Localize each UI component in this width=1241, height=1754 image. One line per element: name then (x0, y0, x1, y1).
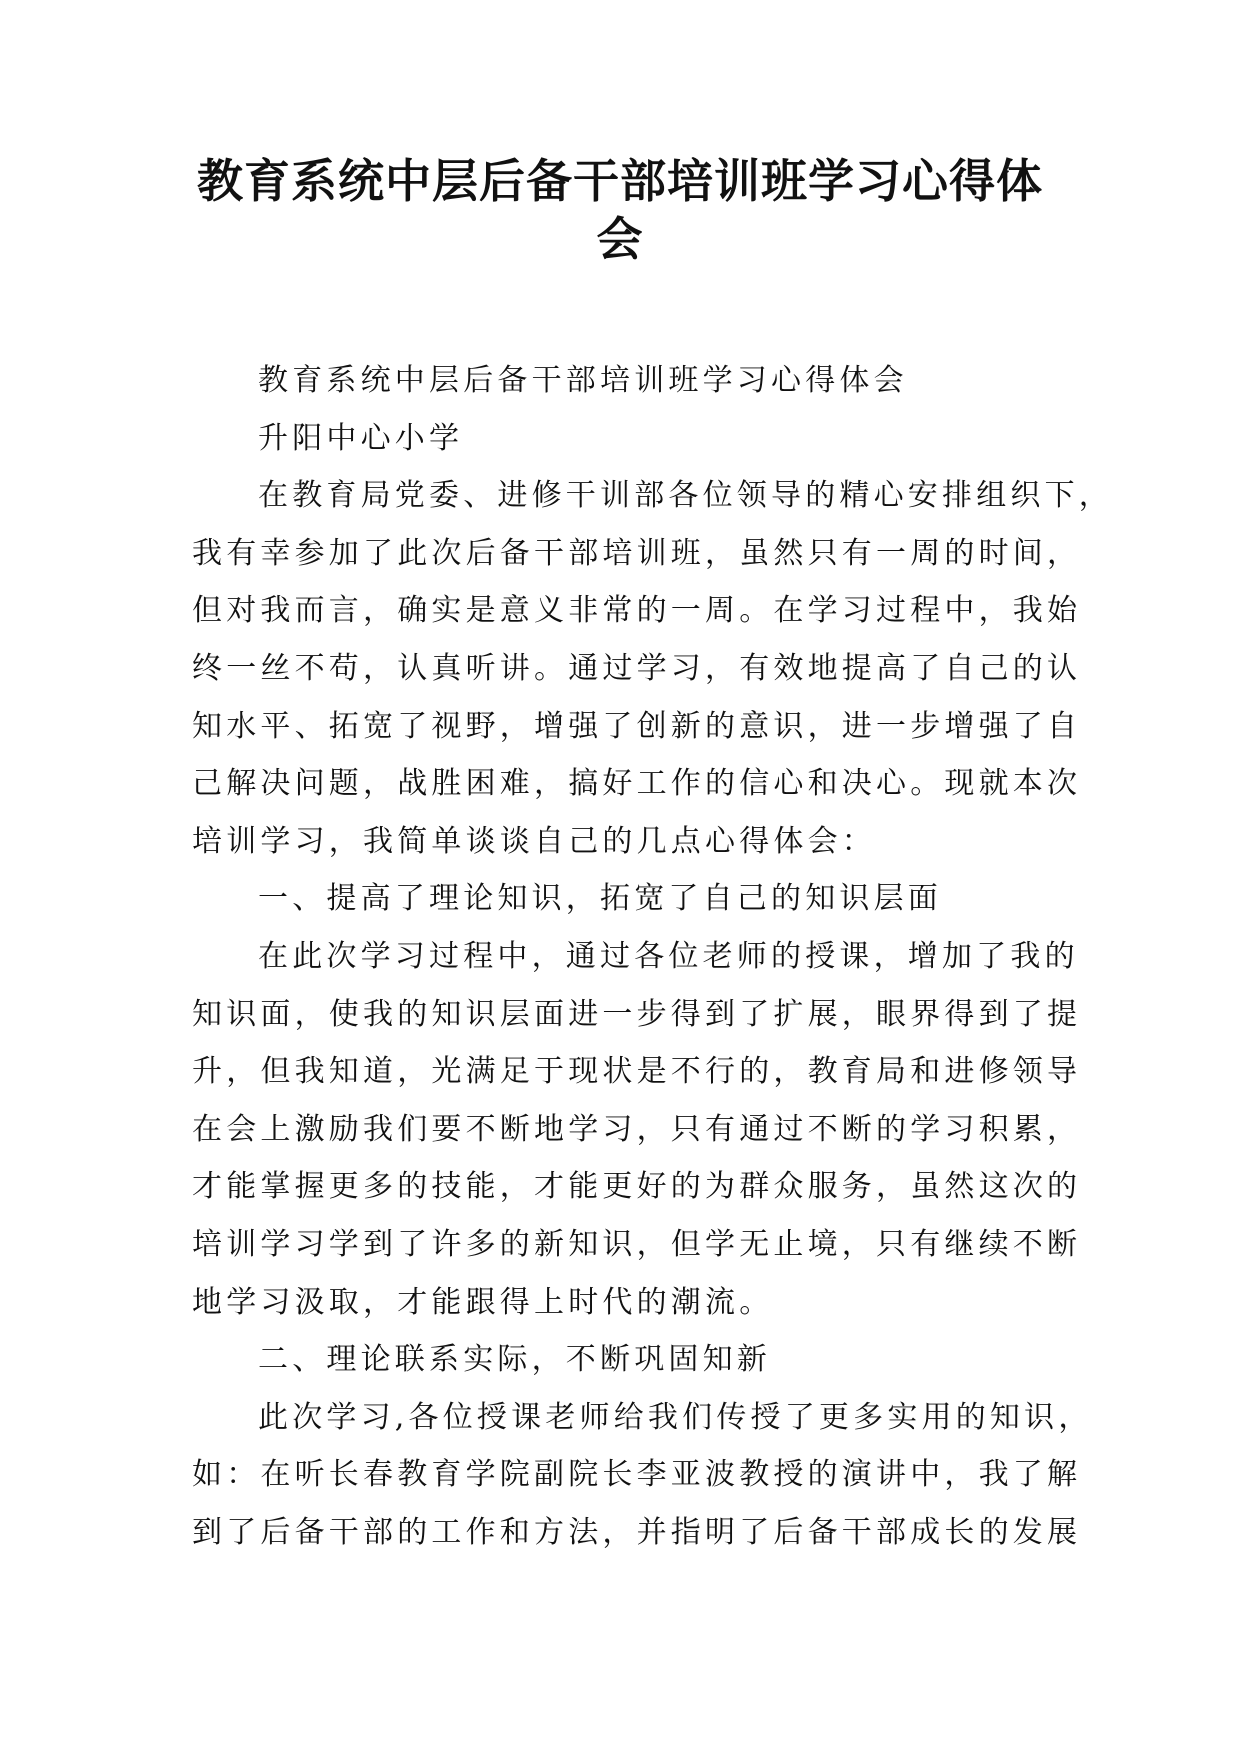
paragraph-line: 升，但我知道，光满足于现状是不行的，教育局和进修领导 (192, 1054, 1082, 1090)
paragraph-line: 知识面，使我的知识层面进一步得到了扩展，眼界得到了提 (192, 996, 1082, 1032)
paragraph-line: 到了后备干部的工作和方法，并指明了后备干部成长的发展 (192, 1514, 1082, 1550)
paragraph-start-line: 教育系统中层后备干部培训班学习心得体会 (258, 363, 908, 398)
paragraph-line: 知水平、拓宽了视野，增强了创新的意识，进一步增强了自 (192, 708, 1082, 744)
paragraph-line: 如：在听长春教育学院副院长李亚波教授的演讲中，我了解 (192, 1457, 1082, 1493)
paragraph-line: 才能掌握更多的技能，才能更好的为群众服务，虽然这次的 (192, 1169, 1082, 1205)
paragraph-line: 己解决问题，战胜困难，搞好工作的信心和决心。现就本次 (192, 766, 1082, 802)
paragraph-start-line: 一、提高了理论知识，拓宽了自己的知识层面 (258, 881, 942, 917)
paragraph-line: 但对我而言，确实是意义非常的一周。在学习过程中，我始 (192, 593, 1082, 629)
paragraph-line: 我有幸参加了此次后备干部培训班，虽然只有一周的时间， (192, 535, 1082, 571)
paragraph-start-line: 此次学习,各位授课老师给我们传授了更多实用的知识， (258, 1399, 1093, 1435)
paragraph-line: 终一丝不苟，认真听讲。通过学习，有效地提高了自己的认 (192, 650, 1082, 686)
paragraph-start-line: 在教育局党委、进修干训部各位领导的精心安排组织下， (258, 478, 1113, 514)
paragraph-line: 地学习汲取，才能跟得上时代的潮流。 (192, 1284, 774, 1320)
paragraph-start-line: 升阳中心小学 (258, 420, 464, 456)
document-title (150, 150, 1090, 265)
document-body (192, 352, 1113, 1561)
title-line: 会 (596, 211, 644, 266)
paragraph-start-line: 二、理论联系实际，不断巩固知新 (258, 1342, 771, 1378)
paragraph-start-line: 在此次学习过程中，通过各位老师的授课，增加了我的 (258, 938, 1079, 974)
paragraph-line: 培训学习，我简单谈谈自己的几点心得体会： (192, 823, 876, 859)
title-line: 教育系统中层后备干部培训班学习心得体 (197, 154, 1043, 208)
paragraph-line: 培训学习学到了许多的新知识，但学无止境，只有继续不断 (192, 1226, 1082, 1262)
paragraph-line: 在会上激励我们要不断地学习，只有通过不断的学习积累， (192, 1111, 1082, 1147)
